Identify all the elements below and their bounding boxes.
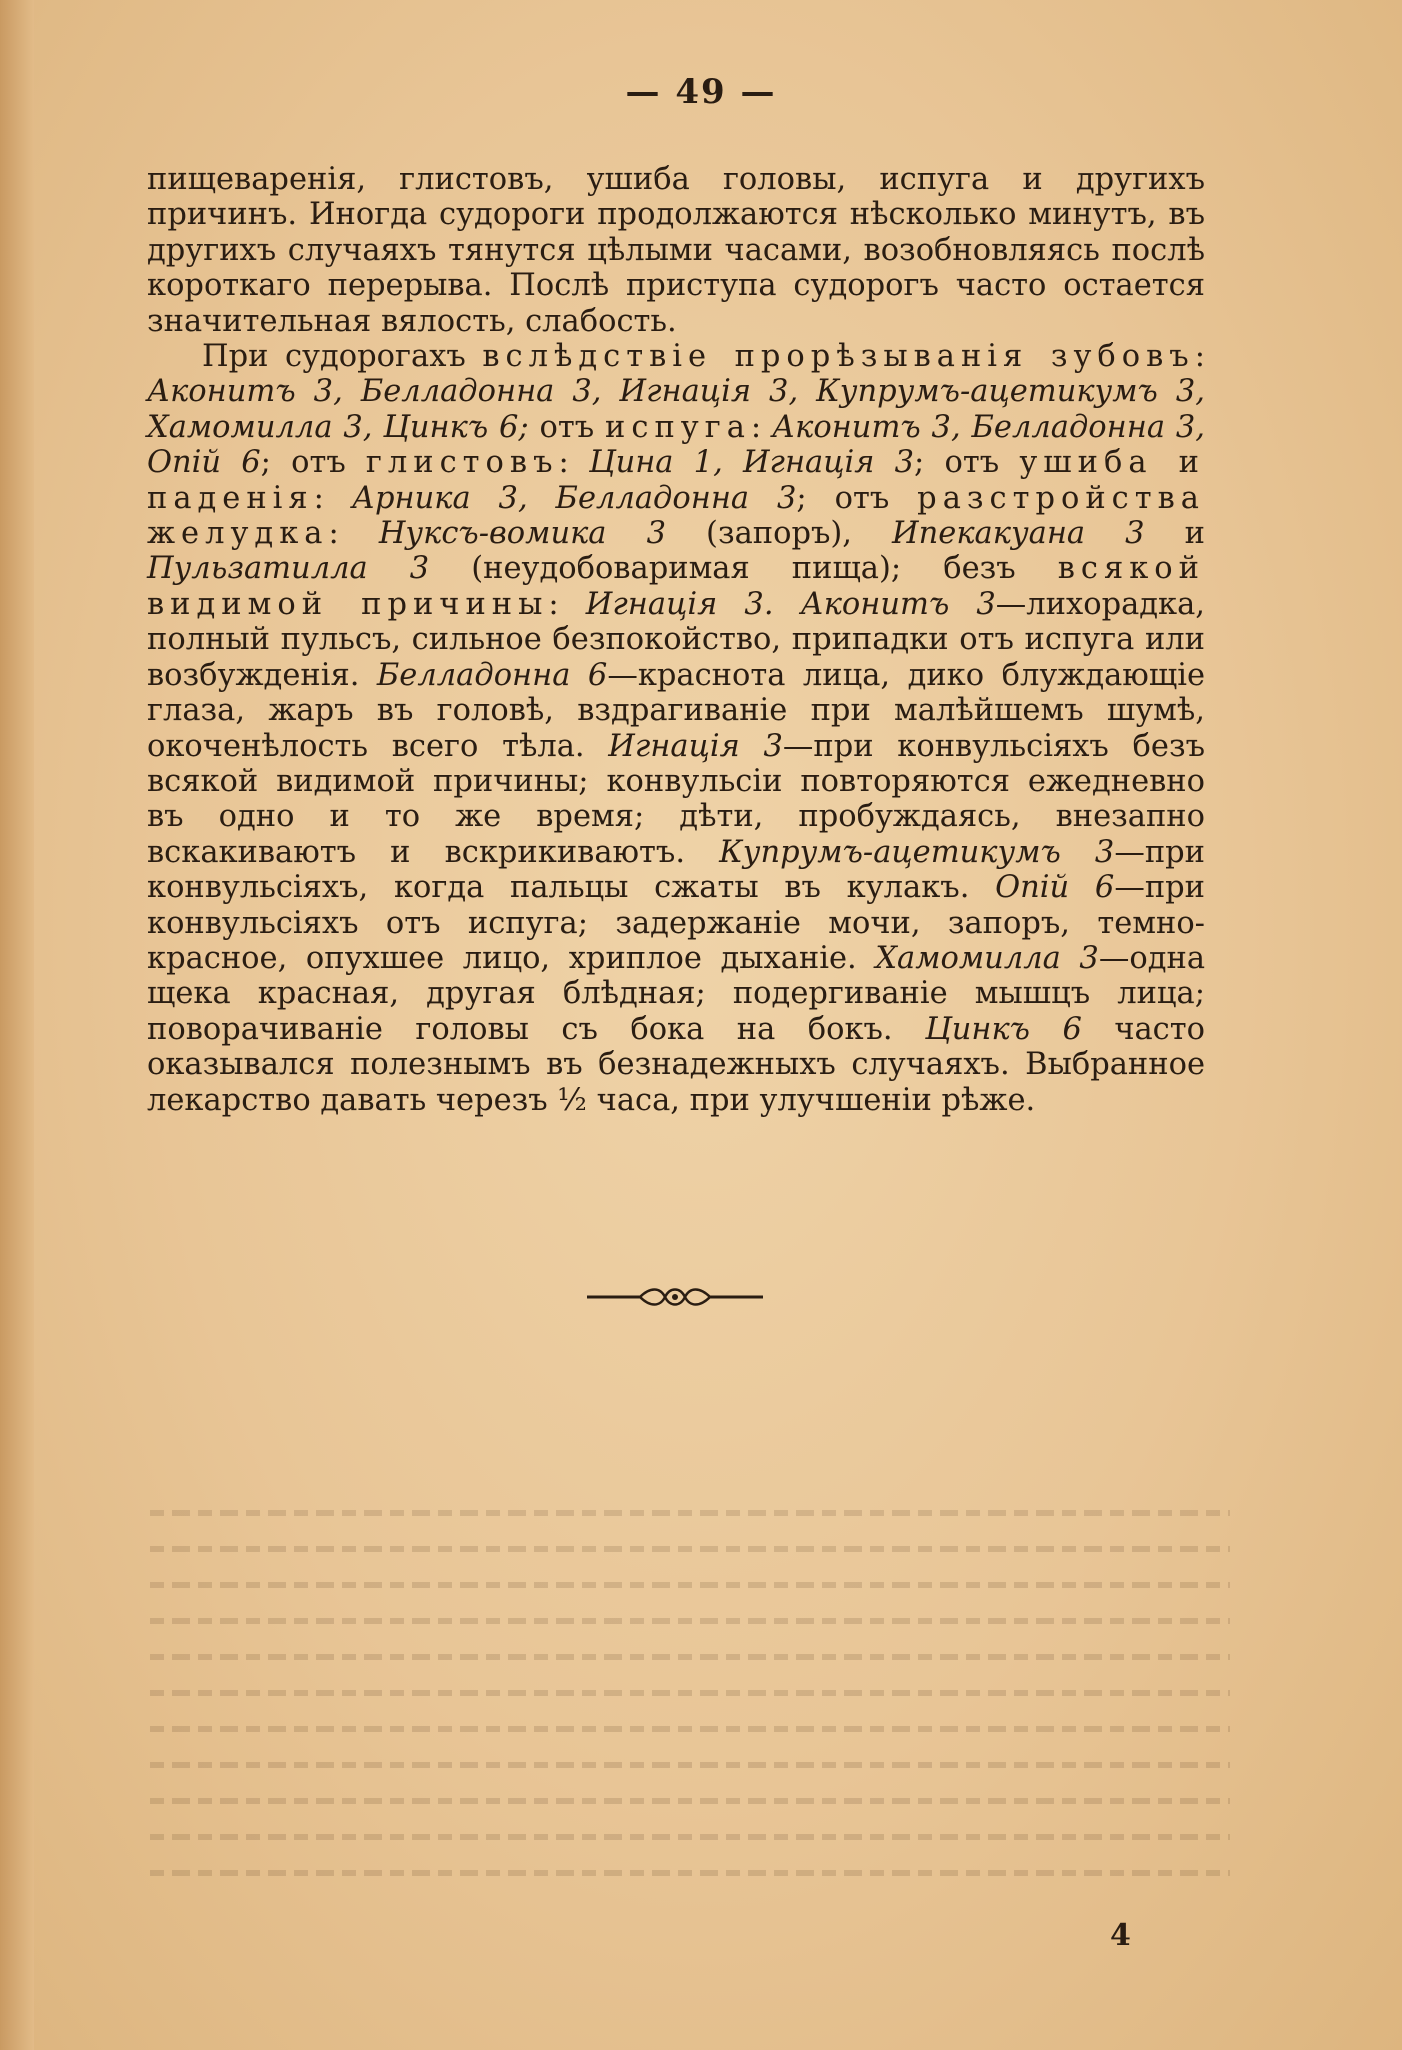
- text-run: —при конвульсіяхъ отъ испуга; задержаніе мочи, запоръ, темно-красное, опухшее лицо, хриплое дыханіе.: [147, 870, 1205, 976]
- remedy-name: Ипекакуана 3: [892, 516, 1145, 552]
- text-run: ; отъ: [796, 480, 918, 516]
- remedy-name: Игнація 3. Аконитъ 3: [585, 586, 996, 622]
- text-run: отъ: [528, 409, 606, 445]
- paragraph-remedies: [147, 339, 1205, 1118]
- remedy-list: Аконитъ 3, Белладонна 3, Игнація 3, Купрумъ-ацетикумъ 3, Хамомилла 3, Цинкъ 6;: [147, 374, 1205, 445]
- bleed-through-texture: [150, 1480, 1230, 1920]
- text-run: —при конвульсіяхъ, когда пальцы сжаты въ кулакъ.: [147, 834, 1206, 906]
- text-run: —одна щека красная, другая блѣдная; подергиваніе мышцъ лица; поворачиваніе головы съ бока на бокъ.: [147, 940, 1205, 1047]
- remedy-list: Аконитъ 3, Белладонна 3, Опій 6: [147, 409, 1205, 481]
- text-run: (неудобоваримая пища); безъ: [429, 551, 1058, 587]
- text-run: :: [558, 445, 589, 481]
- remedy-name: Хамомилла 3: [875, 940, 1099, 976]
- page-number: — 49 —: [625, 72, 777, 112]
- remedy-name: Опій 6: [995, 870, 1115, 906]
- text-run: —краснота лица, дико блуждающіе глаза, жаръ въ головѣ, вздрагиваніе при малѣйшемъ шумѣ, окоченѣлость всего тѣла.: [147, 657, 1205, 764]
- paragraph-seizure-causes: пищеваренія, глистовъ, ушиба головы, испуга и другихъ причинъ. Иногда судороги продолжаются нѣсколько минутъ, въ другихъ случаяхъ тянутся цѣлыми часами, возобновляясь послѣ короткаго перерыва. Послѣ приступа судорогъ часто остается значительная вялость, слабость.: [147, 162, 1205, 339]
- spaced-term: разстройства желудка: [147, 480, 1205, 552]
- remedy-list: Арника 3, Белладонна 3: [351, 480, 797, 516]
- page-spine-shadow: [0, 0, 34, 2050]
- remedy-list: Цина 1, Игнація 3: [588, 445, 915, 481]
- text-run: :: [548, 586, 586, 622]
- body-text: [147, 162, 1205, 1118]
- text-run: :: [750, 409, 773, 445]
- spaced-term: вслѣдствіе прорѣзыванія зубовъ: [482, 339, 1195, 375]
- remedy-name: Купрумъ-ацетикумъ 3: [719, 834, 1115, 870]
- ornament-fleuron-icon: [585, 1282, 765, 1312]
- spaced-term: испуга: [605, 409, 751, 445]
- signature-mark: 4: [1110, 1918, 1131, 1953]
- text-run: часто оказывался полезнымъ въ безнадежныхъ случаяхъ. Выбранное лекарство давать черезъ ½ часа, при улучшеніи рѣже.: [147, 1011, 1205, 1118]
- spaced-term: всякой видимой причины: [147, 551, 1205, 622]
- remedy-name: Цинкъ 6: [925, 1011, 1082, 1047]
- text-run: :: [328, 516, 379, 552]
- text-run: ; отъ: [914, 445, 1020, 481]
- remedy-name: Игнація 3: [608, 728, 783, 764]
- spaced-term: ушиба и паденія: [147, 445, 1206, 516]
- text-run: и: [1144, 516, 1205, 552]
- spaced-term: глистовъ: [365, 445, 559, 481]
- remedy-name: Нуксъ-вомика 3: [378, 516, 666, 552]
- text-run: —лихорадка, полный пульсъ, сильное безпокойство, припадки отъ испуга или возбужденія.: [147, 586, 1205, 693]
- text-run: :: [313, 480, 352, 516]
- text-run: При судорогахъ: [202, 339, 483, 375]
- text-run: (запоръ),: [665, 516, 893, 552]
- remedy-name: Белладонна 6: [376, 657, 608, 693]
- remedy-name: Пульзатилла 3: [147, 551, 430, 587]
- text-run: ; отъ: [260, 445, 366, 481]
- text-run: —при конвульсіяхъ безъ всякой видимой причины; конвульсіи повторяются ежедневно въ одно и то же время; дѣти, пробуждаясь, внезапно вскакиваютъ и вскрикиваютъ.: [147, 728, 1205, 870]
- text-run: :: [1194, 339, 1205, 375]
